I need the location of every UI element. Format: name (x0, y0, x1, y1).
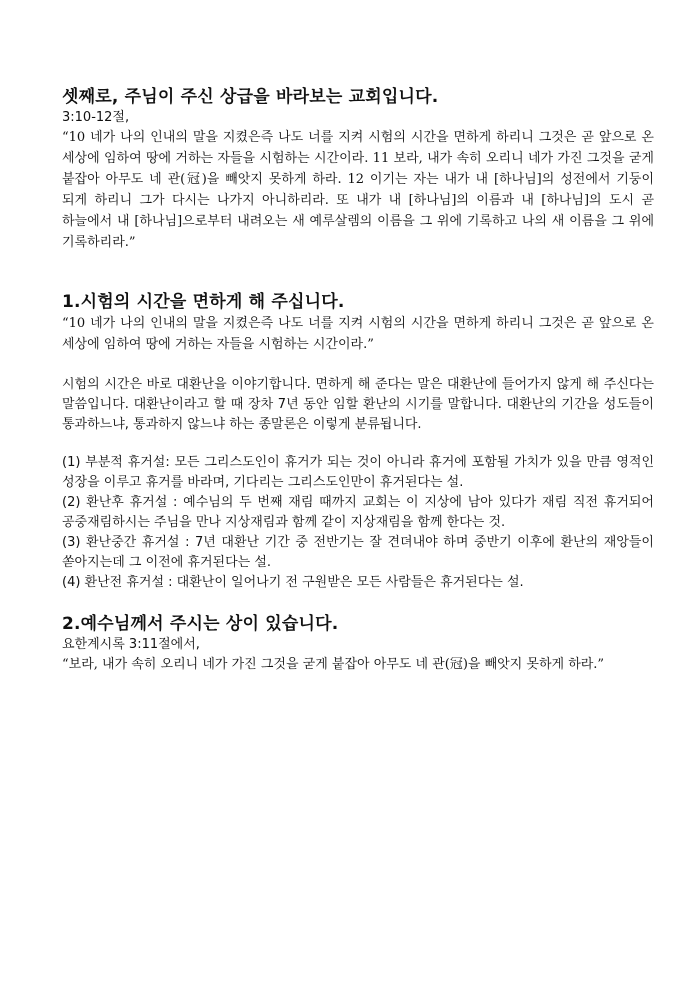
list-item: (3) 환난중간 휴거설 : 7년 대환난 기간 중 전반기는 잘 견뎌내야 하며 중반기 이후에 환난의 재앙들이 쏟아지는데 그 이전에 휴거된다는 설. (62, 535, 654, 570)
section-heading-third: 셋째로, 주님이 주신 상급을 바라보는 교회입니다. (62, 87, 439, 107)
scripture-reference: 요한계시록 3:11절에서, (62, 637, 200, 652)
spacer (62, 355, 654, 375)
point-1-quote: “10 네가 나의 인내의 말을 지켰은즉 나도 너를 지켜 시험의 시간을 면하게 하리니 그것은 곧 앞으로 온 세상에 임하여 땅에 거하는 자들을 시험하는 시간이라.” (62, 316, 654, 352)
scripture-quote: “10 네가 나의 인내의 말을 지켰은즉 나도 너를 지켜 시험의 시간을 면하게 하리니 그것은 곧 앞으로 온 세상에 임하여 땅에 거하는 자들을 시험하는 시간이라. 11 보라, 내가 속히 오리니 네가 가진 그것을 굳게 붙잡아 아무도 네 관(冠)을 빼앗지 못하게 하라. 12 이기는 자는 내가 내 [하나님]의 성전에서 기둥이 되게 하리니 그가 다시는 나가지 아니하리라. 또 내가 내 [하나님]의 이름과 내 [하나님]의 도시 곧 하늘에서 내 [하나님]으로부터 내려오는 새 예루살렘의 이름을 그 위에 기록하고 나의 새 이름을 그 위에 기록하리라.” (62, 130, 654, 250)
document-page (62, 86, 654, 675)
point-heading-2: 2.예수님께서 주시는 상이 있습니다. (62, 614, 339, 634)
scripture-reference: 3:10-12절, (62, 110, 130, 125)
spacer (62, 253, 654, 291)
point-1-body: 시험의 시간은 바로 대환난을 이야기합니다. 면하게 해 준다는 말은 대환난에 들어가지 않게 해 주신다는 말씀입니다. 대환난이라고 할 때 장차 7년 동안 임할 환난의 시기를 말합니다. 대환난의 기간을 성도들이 통과하느냐, 통과하지 않느냐 하는 종말론은 이렇게 분류됩니다. (62, 377, 654, 432)
spacer (62, 435, 654, 453)
list-item: (4) 환난전 휴거설 : 대환난이 일어나기 전 구원받은 모든 사람들은 휴거된다는 설. (62, 575, 524, 590)
spacer (62, 593, 654, 613)
rapture-theory-list (62, 453, 654, 593)
point-heading-1: 1.시험의 시간을 면하게 해 주십니다. (62, 292, 345, 312)
point-2-quote: “보라, 내가 속히 오리니 네가 가진 그것을 굳게 붙잡아 아무도 네 관(冠)을 빼앗지 못하게 하라.” (62, 657, 605, 672)
list-item: (2) 환난후 휴거설 : 예수님의 두 번째 재림 때까지 교회는 이 지상에 남아 있다가 재림 직전 휴거되어 공중재림하시는 주님을 만나 지상재림과 함께 같이 지상재림을 함께 한다는 것. (62, 495, 654, 530)
list-item: (1) 부분적 휴거설: 모든 그리스도인이 휴거가 되는 것이 아니라 휴거에 포함될 가치가 있을 만큼 영적인 성장을 이루고 휴거를 바라며, 기다리는 그리스도인만이 휴거된다는 설. (62, 455, 654, 490)
